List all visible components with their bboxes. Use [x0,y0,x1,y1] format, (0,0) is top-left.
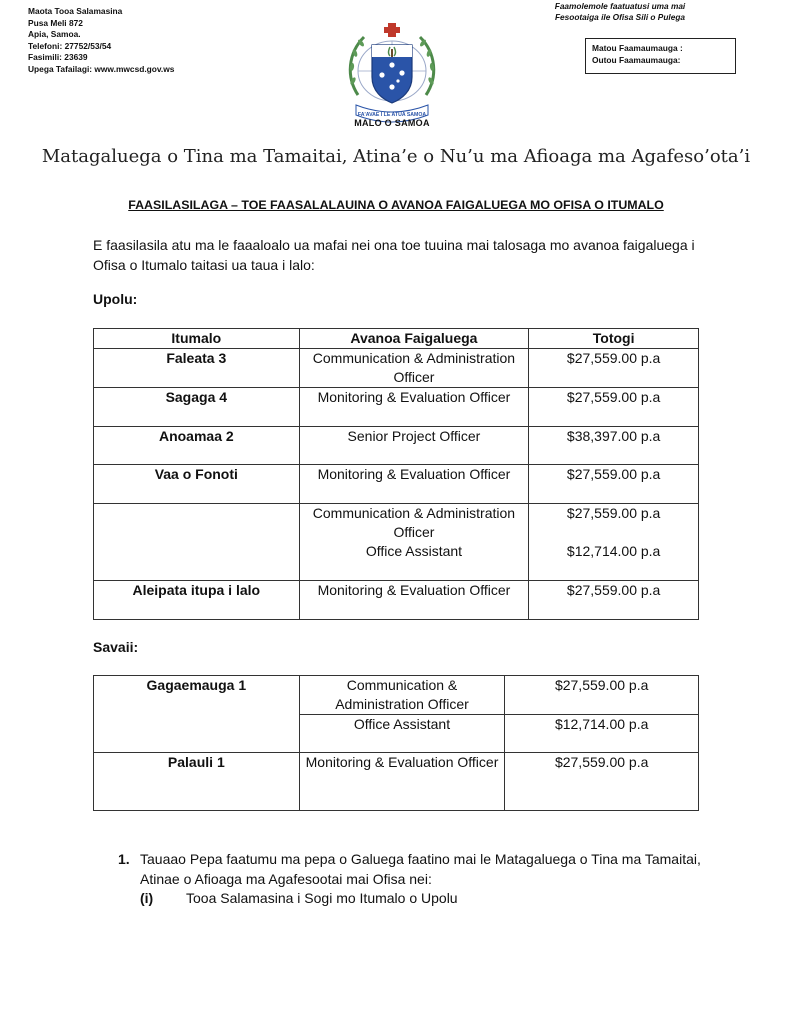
column-header-salary: Totogi [529,329,699,349]
notice-title: FAASILASILAGA – TOE FAASALALAUINA O AVANOA FAIGALUEGA MO OFISA O ITUMALO [128,198,664,212]
instructions-list [118,850,738,909]
table-row [94,465,699,504]
list-item-text: Tauaao Pepa faatumu ma pepa o Galuega faatino mai le Matagaluega o Tina ma Tamaitai, Atinae o Afioaga ma Agafesootai mai Ofisa nei: [140,851,701,887]
salary-cell: $27,559.00 p.a [529,388,699,427]
district-cell: Palauli 1 [94,753,300,811]
crest-label: MALO O SAMOA [354,118,430,128]
district-cell: Vaa o Fonoti [94,465,300,504]
table-row [94,349,699,388]
position-cell: Senior Project Officer [299,427,529,465]
position-cell: Communication & Administration Officer [299,349,529,388]
savaii-vacancy-table [93,675,699,811]
table-row [94,580,699,619]
address-line: Apia, Samoa. [28,29,81,40]
list-number: 1. [118,851,130,867]
salary-cell: $27,559.00 p.a [529,580,699,619]
position-cell: Monitoring & Evaluation Officer [299,580,529,619]
table-row [94,542,699,580]
samoa-crest-emblem [344,19,440,131]
address-line: Telefoni: 27752/53/54 [28,40,112,51]
position-cell: Monitoring & Evaluation Officer [299,753,505,811]
salary-cell: $38,397.00 p.a [529,427,699,465]
district-cell: Faleata 3 [94,349,300,388]
salary-cell: $27,559.00 p.a [529,504,699,543]
address-line: Pusa Meli 872 [28,17,83,28]
table-row [94,676,699,715]
address-line: Upega Tafailagi: www.mwcsd.gov.ws [28,63,175,74]
column-header-position: Avanoa Faigaluega [299,329,529,349]
ministry-name: Matagaluega o Tina ma Tamaitai, Atina’e o Nu’u ma Afioaga ma Agafeso’ota’i [41,146,751,167]
your-reference: Outou Faamaumauga: [592,54,681,65]
our-reference: Matou Faamaumauga : [592,43,683,53]
address-line: Maota Tooa Salamasina [28,6,123,16]
sub-list-item [140,889,738,909]
position-cell: Communication & Administration Officer [299,504,529,543]
salary-cell: $27,559.00 p.a [505,676,699,715]
sub-list-marker: (i) [140,890,154,906]
upolu-vacancy-table [93,328,699,620]
address-line: Fasimili: 23639 [28,52,88,63]
table-row [94,753,699,811]
district-cell [94,504,300,543]
table-row [94,388,699,427]
salary-cell: $12,714.00 p.a [505,715,699,753]
intro-paragraph: E faasilasila atu ma le faaaloalo ua mafai nei ona toe tuuina mai talosaga mo avanoa faigaluega i Ofisa o Itumalo taitasi ua taua i lalo: [93,237,695,273]
salary-cell: $27,559.00 p.a [529,349,699,388]
position-cell: Monitoring & Evaluation Officer [299,465,529,504]
position-cell: Office Assistant [299,715,505,753]
salary-cell: $27,559.00 p.a [505,753,699,811]
district-cell [94,542,300,580]
table-header-row [94,329,699,349]
reference-box [585,38,736,74]
address-block [28,6,174,76]
upolu-heading: Upolu: [93,291,138,307]
district-cell: Anoamaa 2 [94,427,300,465]
savaii-heading: Savaii: [93,639,139,655]
position-cell: Office Assistant [299,542,529,580]
district-cell: Sagaga 4 [94,388,300,427]
sub-list-text: Tooa Salamasina i Sogi mo Itumalo o Upolu [186,890,458,906]
note-line: Faamolemole faatuatusi uma mai [554,1,686,11]
position-cell: Communication & Administration Officer [299,676,505,715]
correspondence-note [500,1,740,24]
table-row [94,427,699,465]
district-cell [94,715,300,753]
note-line: Fesootaiga ile Ofisa Sili o Pulega [554,12,686,23]
position-cell: Monitoring & Evaluation Officer [299,388,529,427]
district-cell: Gagaemauga 1 [94,676,300,715]
crest-motto: FA'AVAE I LE ATUA SAMOA [357,112,427,118]
salary-cell: $27,559.00 p.a [529,465,699,504]
column-header-district: Itumalo [94,329,300,349]
salary-cell: $12,714.00 p.a [529,542,699,580]
district-cell: Aleipata itupa i lalo [94,580,300,619]
table-row [94,504,699,543]
table-row [94,715,699,753]
